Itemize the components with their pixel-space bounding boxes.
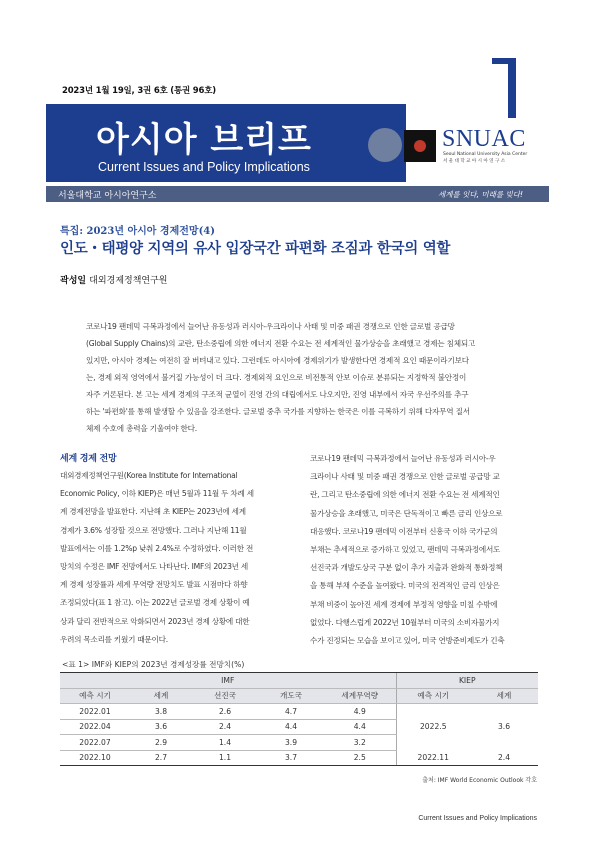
table-cell: 3.9 <box>258 735 324 751</box>
body-line: 코로나19 팬데믹 극복과정에서 늘어난 유동성과 러시아-우 <box>310 454 496 463</box>
table-cell: 4.4 <box>258 719 324 735</box>
abstract-line: 있지만, 아시아 경제는 여전히 잘 버텨내고 있다. 그런데도 아시아에 경제위기가 발생한다면 경제적 요인 때문이라기보다 <box>86 356 469 365</box>
table-cell: 2.4 <box>470 750 538 766</box>
body-line: Economic Policy, 이하 KIEP)은 매년 5월과 11월 두 차례 세 <box>60 489 254 499</box>
body-line: 경제가 3.6% 성장할 것으로 전망했다. 그러나 지난해 11월 <box>60 525 247 535</box>
table-group-header <box>60 673 538 689</box>
table-row <box>60 735 538 751</box>
section-label: 특집: 2023년 아시아 경제전망(4) <box>60 226 215 237</box>
publication-subtitle: Current Issues and Policy Implications <box>98 160 310 174</box>
group-header-kiep: KIEP <box>396 673 538 689</box>
table-cell <box>396 735 470 751</box>
body-line: 대외경제정책연구원(Korea Institute for International <box>60 471 238 480</box>
table-cell <box>396 704 470 720</box>
author-affiliation: 대외경제정책연구원 <box>89 276 168 286</box>
table-cell: 2022.11 <box>396 750 470 766</box>
body-line: 크라이나 사태 및 미중 패권 경쟁으로 인한 글로벌 공급망 교 <box>310 472 500 482</box>
brand-subtitle-en: Seoul National University Asia Center <box>443 152 528 157</box>
body-line: 선진국과 개발도상국 구분 없이 추가 지출과 완화적 통화정책 <box>310 563 503 573</box>
table-row <box>60 704 538 720</box>
body-line: 수가 진정되는 모습을 보이고 있어, 미국 연방준비제도가 긴축 <box>310 636 505 646</box>
column-header: 예측 시기 <box>60 688 130 704</box>
body-line: 망치의 수정은 IMF 전망에서도 나타난다. IMF의 2023년 세 <box>60 562 248 572</box>
column-header: 예측 시기 <box>396 688 470 704</box>
table-cell: 2022.04 <box>60 719 130 735</box>
publication-title: 아시아 브리프 <box>96 120 312 160</box>
corner-decoration-bar <box>508 58 516 118</box>
column-header: 세계무역량 <box>324 688 396 704</box>
column-header: 세계 <box>470 688 538 704</box>
body-line: 부채 비중이 높아진 세계 경제에 부정적 영향을 미칠 수밖에 <box>310 599 498 609</box>
abstract-line: 체제 수호에 총력을 기울여야 한다. <box>86 424 197 433</box>
abstract-line: 코로나19 팬데믹 극복과정에서 늘어난 유동성과 러시아-우크라이나 사태 및 미중 패권 경쟁으로 인한 글로벌 공급망 <box>86 322 455 331</box>
body-line: 을 통해 부채 수준을 높여왔다. 미국의 전격적인 금리 인상은 <box>310 581 500 591</box>
table-cell: 3.6 <box>497 722 511 732</box>
snu-emblem-icon <box>368 128 402 162</box>
growth-forecast-table <box>60 672 538 766</box>
body-line: 상과 달리 전반적으로 악화되면서 2023년 경제 상황에 대한 <box>60 616 250 626</box>
left-column <box>60 451 290 649</box>
table-cell: 1.4 <box>192 735 258 751</box>
table-cell: 3.2 <box>324 735 396 751</box>
column-header: 세계 <box>130 688 192 704</box>
table-cell: 2.4 <box>192 719 258 735</box>
abstract-line: 하는 '파편화'를 통해 발생할 수 있음을 강조한다. 글로벌 중추 국가를 지향하는 한국은 이를 극복하기 위해 다자무역 질서 <box>86 407 470 416</box>
body-line: 계 경제 성장률과 세계 무역량 전망치도 발표 시점마다 하향 <box>60 580 248 590</box>
table-row <box>60 719 538 735</box>
body-line: 물가상승을 초래했고, 미국은 단독적이고 빠른 금리 인상으로 <box>310 508 503 518</box>
author-line <box>60 273 167 286</box>
right-column <box>310 450 540 650</box>
asia-center-logo-dot <box>414 140 426 152</box>
body-line: 발표에서는 이를 1.2%p 낮춰 2.4%로 수정하였다. 이러한 전 <box>60 543 254 553</box>
table-cell: 4.4 <box>324 719 396 735</box>
body-line: 우려의 목소리를 키웠기 때문이다. <box>60 634 168 644</box>
table-column-header <box>60 688 538 704</box>
table-cell: 2022.10 <box>60 750 130 766</box>
body-line: 계 경제전망을 발표한다. 지난해 초 KIEP는 2023년에 세계 <box>60 507 246 517</box>
table-cell: 2.5 <box>324 750 396 766</box>
issue-line: 2023년 1월 19일, 3권 6호 (통권 96호) <box>62 86 216 96</box>
group-header-imf: IMF <box>60 673 396 689</box>
page-footer: Current Issues and Policy Implications <box>418 815 537 822</box>
table-cell: 4.7 <box>258 704 324 720</box>
institute-name: 서울대학교 아시아연구소 <box>58 191 157 201</box>
table-cell: 2022.07 <box>60 735 130 751</box>
table-cell: 2.9 <box>130 735 192 751</box>
body-line: 대응했다. 코로나19 팬데믹 이전부터 신흥국 이하 국가군의 <box>310 526 498 536</box>
table-cell: 1.1 <box>192 750 258 766</box>
table-cell: 3.6 <box>130 719 192 735</box>
table-cell: 3.7 <box>258 750 324 766</box>
article-title: 인도・태평양 지역의 유사 입장국간 파편화 조짐과 한국의 역할 <box>60 240 451 257</box>
table-row <box>60 750 538 766</box>
abstract <box>86 318 521 437</box>
body-line: 없었다. 다행스럽게 2022년 10월부터 미국의 소비자물가지 <box>310 617 500 627</box>
abstract-line: 자주 거론된다. 본 고는 세계 경제의 구조적 균열이 진영 간의 대립에서도 나오지만, 진영 내부에서 자국 우선주의를 추구 <box>86 390 469 399</box>
table-caption: <표 1> IMF와 KIEP의 2023년 경제성장률 전망치(%) <box>62 660 245 669</box>
table-cell: 2.7 <box>130 750 192 766</box>
author-name: 곽성일 <box>60 276 87 286</box>
table-cell: 2022.5 <box>396 719 470 735</box>
abstract-line: 는, 경제 외적 영역에서 불거질 가능성이 더 크다. 경제외적 요인으로 비전통적 안보 이슈로 분류되는 지정학적 불안정이 <box>86 373 467 382</box>
brand-name: SNUAC <box>442 126 526 152</box>
body-line: 란, 그리고 탄소중립에 의한 에너지 전환 수요는 전 세계적인 <box>310 490 500 500</box>
column-header: 개도국 <box>258 688 324 704</box>
table-cell: 3.8 <box>130 704 192 720</box>
slogan: 세계를 잇다, 미래를 빚다! <box>438 190 523 199</box>
brand-subtitle-ko: 서 울 대 학 교 아 시 아 연 구 소 <box>443 159 506 164</box>
table-cell <box>470 704 538 720</box>
body-line: 조정되었다(표 1 참고). 이는 2022년 글로벌 경제 상황이 예 <box>60 598 250 608</box>
table-cell <box>470 735 538 751</box>
table-cell: 2022.01 <box>60 704 130 720</box>
table-cell: 4.9 <box>324 704 396 720</box>
section-heading: 세계 경제 전망 <box>60 454 117 464</box>
column-header: 선진국 <box>192 688 258 704</box>
abstract-line: (Global Supply Chains)의 교란, 탄소중립에 의한 에너지 전환 수요는 전 세계적인 물가상승을 초래했고 경제는 침체되고 <box>86 339 476 348</box>
table-source: 출처: IMF World Economic Outlook 각호 <box>422 777 537 784</box>
body-line: 부채는 추세적으로 증가하고 있었고, 팬데믹 극복과정에서도 <box>310 545 501 555</box>
table-cell: 2.6 <box>192 704 258 720</box>
